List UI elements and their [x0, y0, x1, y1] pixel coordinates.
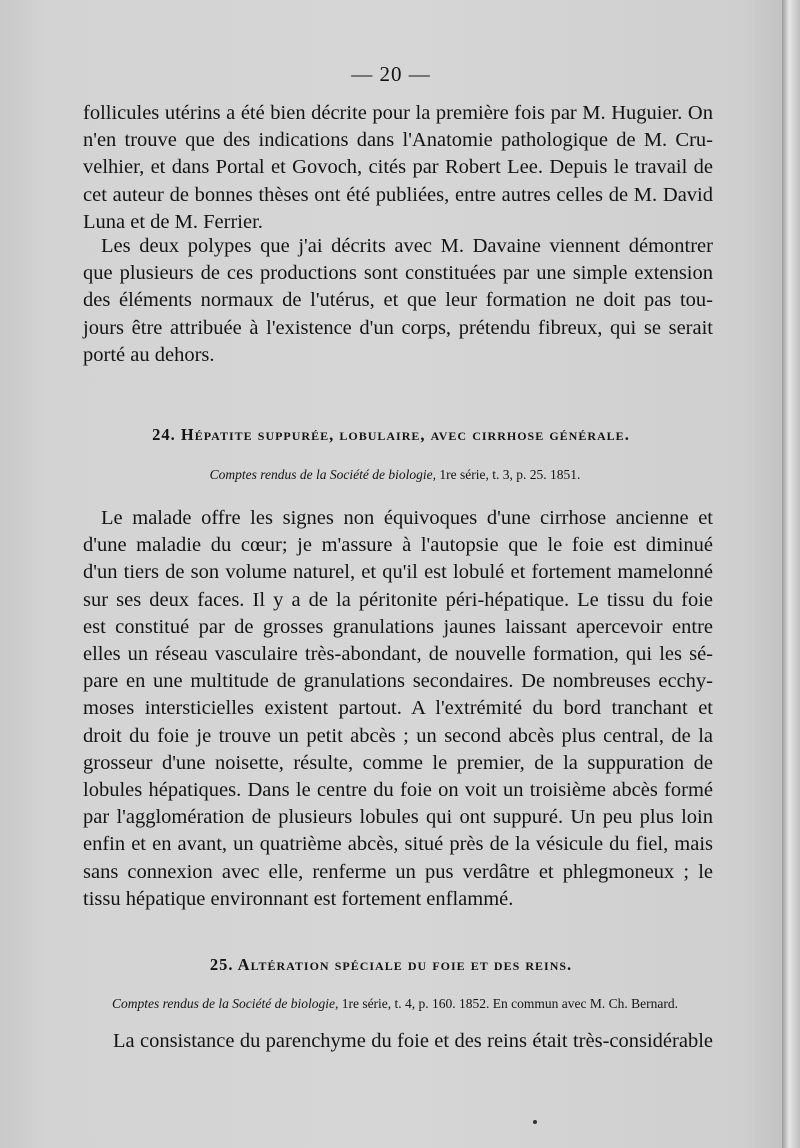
- text-line: par l'agglomération de plusieurs lobules qui ont suppuré. Un peu plus loin: [83, 806, 713, 829]
- text-line: d'un tiers de son volume naturel, et qu'il est lobulé et fortement mamelonné: [83, 561, 713, 584]
- page-edge: [782, 0, 800, 1148]
- text-line: cet auteur de bonnes thèses ont été publiées, entre autres celles de M. David: [83, 183, 713, 206]
- paragraph-3: [83, 505, 713, 913]
- text-line: droit du foie je trouve un petit abcès ; un second abcès plus central, de la: [83, 724, 713, 747]
- reference-details: 1re série, t. 4, p. 160. 1852. En commun avec M. Ch. Bernard.: [338, 996, 679, 1011]
- text-line: velhier, et dans Portal et Govoch, cités par Robert Lee. Depuis le travail de: [83, 156, 713, 179]
- reference-source: Comptes rendus de la Société de biologie,: [111, 996, 339, 1011]
- text-line: que plusieurs de ces productions sont constituées par une simple extension: [83, 262, 713, 285]
- text-line: des éléments normaux de l'utérus, et que leur formation ne doit pas tou-: [83, 289, 713, 312]
- text-line: moses intersticielles existent partout. A l'extrémité du bord tranchant et: [83, 697, 713, 720]
- section-25-reference: [0, 996, 790, 1012]
- section-24-reference: [0, 467, 790, 483]
- text-line: est constitué par de grosses granulations jaunes laissant apercevoir entre: [83, 615, 713, 638]
- paragraph-2: [83, 233, 713, 369]
- text-line: Le malade offre les signes non équivoques d'une cirrhose ancienne et: [101, 507, 713, 529]
- text-line: jours être attribuée à l'existence d'un corps, prétendu fibreux, qui se serait: [83, 316, 713, 339]
- text-line: Luna et de M. Ferrier.: [83, 210, 263, 233]
- text-line: n'en trouve que des indications dans l'Anatomie pathologique de M. Cru-: [83, 129, 713, 152]
- text-line: porté au dehors.: [83, 343, 215, 366]
- text-line: Les deux polypes que j'ai décrits avec M. Davaine viennent démontrer: [101, 235, 713, 257]
- text-line: follicules utérins a été bien décrite pour la première fois par M. Huguier. On: [83, 102, 713, 124]
- text-line: tissu hépatique environnant est fortement enflammé.: [83, 887, 514, 910]
- paragraph-4: [83, 1028, 713, 1055]
- text-line: sur ses deux faces. Il y a de la péritonite péri-hépatique. Le tissu du foie: [83, 588, 713, 611]
- section-24-heading: 24. Hépatite suppurée, lobulaire, avec cirrhose générale.: [152, 425, 630, 444]
- reference-source: Comptes rendus de la Société de biologie,: [209, 467, 436, 482]
- text-line: elles un réseau vasculaire très-abondant, de nouvelle formation, qui les sé-: [83, 643, 713, 666]
- text-line: La consistance du parenchyme du foie et des reins était très-considérable: [113, 1030, 713, 1052]
- text-line: d'une maladie du cœur; je m'assure à l'autopsie que le foie est diminué: [83, 534, 713, 557]
- paragraph-1: [83, 100, 713, 236]
- reference-details: 1re série, t. 3, p. 25. 1851.: [435, 467, 581, 482]
- ink-speck: [533, 1120, 537, 1124]
- page-number: — 20 —: [351, 62, 431, 86]
- text-line: pare en une multitude de granulations secondaires. De nombreuses ecchy-: [83, 670, 713, 693]
- text-line: grosseur d'une noisette, résulte, comme le premier, de la suppuration de: [83, 751, 713, 774]
- text-line: enfin et en avant, un quatrième abcès, situé près de la vésicule du fiel, mais: [83, 833, 713, 856]
- section-25-heading: 25. Altération spéciale du foie et des reins.: [209, 955, 573, 974]
- text-line: lobules hépatiques. Dans le centre du foie on voit un troisième abcès formé: [83, 779, 713, 802]
- text-line: sans connexion avec elle, renferme un pus verdâtre et phlegmoneux ; le: [83, 860, 713, 883]
